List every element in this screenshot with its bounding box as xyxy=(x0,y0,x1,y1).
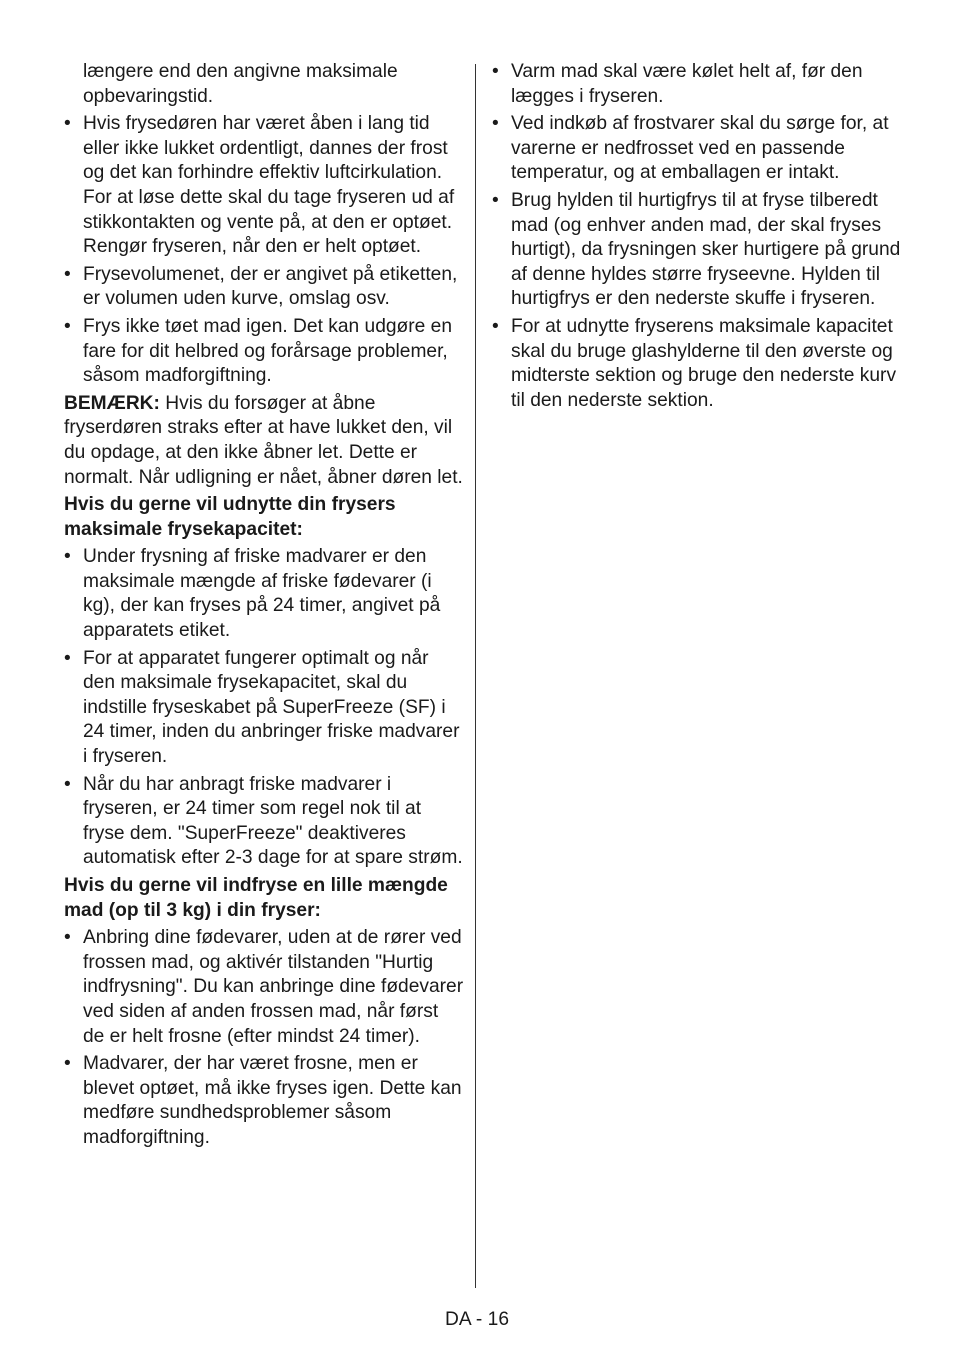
bullet-icon: • xyxy=(64,927,71,949)
bullet-icon: • xyxy=(64,647,71,669)
list-item xyxy=(64,315,464,389)
list-item xyxy=(64,647,464,770)
section-heading-max-capacity: Hvis du gerne vil udnytte din frysers maksimale frysekapacitet: xyxy=(64,494,396,540)
list-item-text: Hvis frysedøren har været åben i lang tid eller ikke lukket ordentligt, dannes der frost og det kan forhindre effektiv luftcirkulation. For at løse dette skal du tage fryseren ud af stikkontakten og vente på, at den er optøet. Rengør fryseren, når den er helt optøet. xyxy=(83,113,455,258)
list-item-text: Frys ikke tøet mad igen. Det kan udgøre en fare for dit helbred og forårsage problemer, såsom madforgiftning. xyxy=(83,315,452,387)
list-item-text: Ved indkøb af frostvarer skal du sørge for, at varerne er nedfrosset ved en passende temperatur, og at emballagen er intakt. xyxy=(511,113,889,184)
page-number: DA - 16 xyxy=(445,1309,509,1330)
list-item xyxy=(64,773,464,871)
note-label: BEMÆRK: xyxy=(64,392,160,414)
list-item xyxy=(64,1052,464,1150)
section-heading-small-amount: Hvis du gerne vil indfryse en lille mængde mad (op til 3 kg) i din fryser: xyxy=(64,875,448,921)
bullet-list-2 xyxy=(64,545,464,871)
note-paragraph xyxy=(64,392,464,490)
bullet-icon: • xyxy=(492,61,499,82)
column-divider xyxy=(475,64,476,1288)
list-item xyxy=(64,112,464,260)
list-item xyxy=(64,926,464,1049)
list-item-text: For at udnytte fryserens maksimale kapacitet skal du bruge glashylderne til den øverste og midterste sektion og bruge den nederste kurv til den nederste sektion. xyxy=(511,315,897,411)
bullet-list-1 xyxy=(64,112,464,389)
bullet-icon: • xyxy=(492,113,499,135)
bullet-icon: • xyxy=(64,546,71,568)
bullet-icon: • xyxy=(64,263,71,285)
list-item-text: Madvarer, der har været frosne, men er blevet optøet, må ikke fryses igen. Dette kan medføre sundhedsproblemer såsom madforgiftning. xyxy=(83,1053,462,1148)
list-item xyxy=(492,315,902,413)
list-item xyxy=(492,60,902,109)
bullet-icon: • xyxy=(64,773,71,795)
list-item-text: Under frysning af friske madvarer er den maksimale mængde af friske fødevarer (i kg), der kan fryses på 24 timer, angivet på apparatets etiket. xyxy=(83,546,441,642)
list-item xyxy=(492,112,902,186)
list-item xyxy=(64,263,464,312)
list-item-text: Brug hylden til hurtigfrys til at fryse tilberedt mad (og enhver anden mad, der skal fryses hurtigt), da frysningen sker hurtigere på grund af denne hyldes større fryseevne. Hylden til hurtigfrys er den nederste skuffe i fryseren. xyxy=(511,189,901,310)
bullet-icon: • xyxy=(64,1053,71,1075)
right-column xyxy=(492,60,902,416)
list-item-text: For at apparatet fungerer optimalt og når den maksimale frysekapacitet, skal du indstille fryseskabet på SuperFreeze (SF) i 24 timer, inden du anbringer friske madvarer i fryseren. xyxy=(83,647,460,768)
bullet-icon: • xyxy=(492,315,499,337)
bullet-icon: • xyxy=(64,315,71,337)
bullet-list-3 xyxy=(64,926,464,1150)
note-text: Hvis du forsøger at åbne fryserdøren straks efter at have lukket den, vil du opdage, at den ikke åbner let. Dette er normalt. Når udligning er nået, åbner døren let. xyxy=(64,392,463,488)
left-column xyxy=(64,60,464,1154)
list-item-text: Frysevolumenet, der er angivet på etiketten, er volumen uden kurve, omslag osv. xyxy=(83,263,458,310)
list-item-text: Anbring dine fødevarer, uden at de rører ved frossen mad, og aktivér tilstanden "Hurtig indfrysning". Du kan anbringe dine fødevarer ved siden af anden frossen mad, når først de er helt frosne (efter mindst 24 timer). xyxy=(83,927,464,1047)
bullet-list-right xyxy=(492,60,902,413)
bullet-icon: • xyxy=(492,189,499,211)
bullet-icon: • xyxy=(64,113,71,135)
continuation-text: længere end den angivne maksimale opbevaringstid. xyxy=(83,61,398,107)
list-item xyxy=(492,189,902,312)
list-item xyxy=(64,545,464,643)
list-item-text: Når du har anbragt friske madvarer i fryseren, er 24 timer som regel nok til at fryse dem. "SuperFreeze" deaktiveres automatisk efter 2-3 dage for at spare strøm. xyxy=(83,773,463,869)
list-item-text: Varm mad skal være kølet helt af, før den lægges i fryseren. xyxy=(511,61,863,107)
